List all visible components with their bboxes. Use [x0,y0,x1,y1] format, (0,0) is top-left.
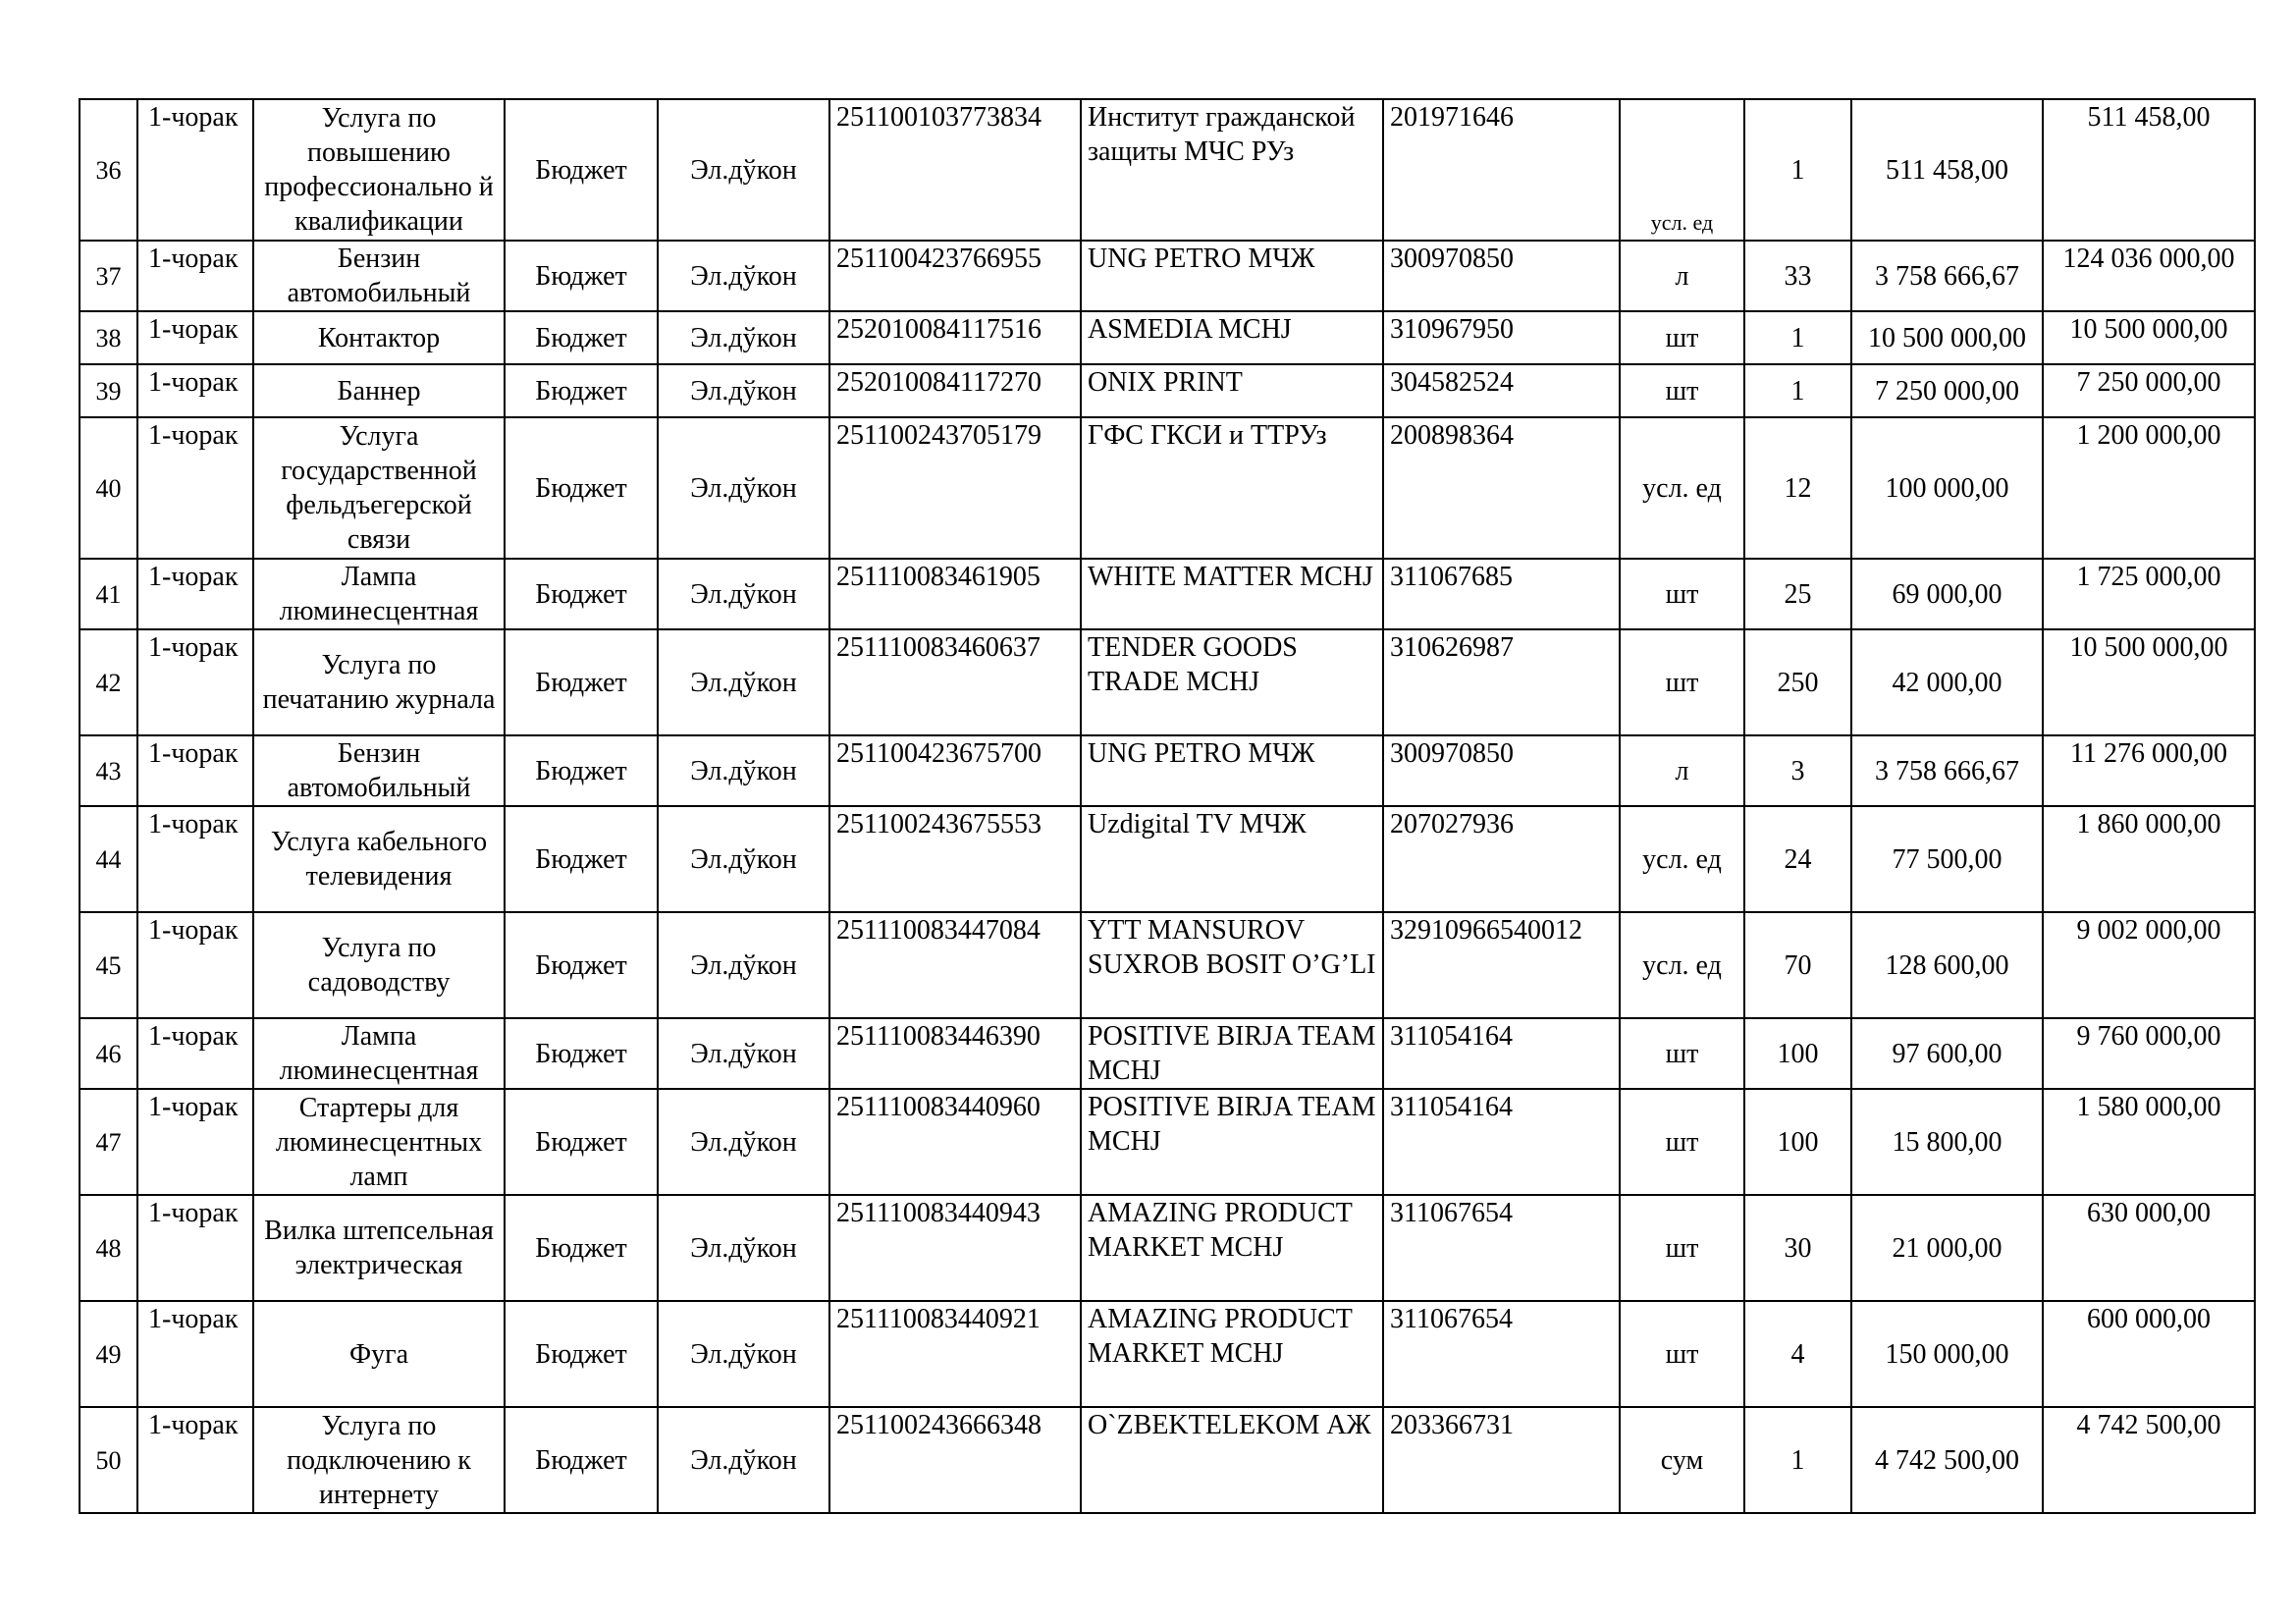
row-number: 38 [80,311,137,364]
supplier-inn-cell: 300970850 [1383,735,1620,806]
quarter-cell: 1-чорак [137,311,253,364]
unit-cell: шт [1620,1089,1744,1195]
quantity-cell: 25 [1744,559,1851,629]
unit-price-cell: 10 500 000,00 [1851,311,2043,364]
total-amount-cell: 10 500 000,00 [2043,629,2255,735]
supplier-inn-cell: 311054164 [1383,1018,1620,1089]
table-row [80,1089,2255,1195]
procurement-table [79,98,2256,1514]
supplier-inn-cell: 32910966540012 [1383,912,1620,1018]
table-row [80,559,2255,629]
item-name-cell: Фуга [253,1301,505,1407]
unit-price-cell: 21 000,00 [1851,1195,2043,1301]
purchase-method-cell: Эл.дўкон [658,241,829,311]
supplier-inn-cell: 304582524 [1383,364,1620,417]
supplier-inn-cell: 207027936 [1383,806,1620,912]
purchase-method-cell: Эл.дўкон [658,735,829,806]
funding-source-cell: Бюджет [505,806,658,912]
supplier-cell: POSITIVE BIRJA TEAM MCHJ [1081,1018,1383,1089]
item-name-cell: Бензин автомобильный [253,241,505,311]
purchase-method-cell: Эл.дўкон [658,1195,829,1301]
row-number: 48 [80,1195,137,1301]
quantity-cell: 12 [1744,417,1851,559]
supplier-inn-cell: 201971646 [1383,99,1620,241]
supplier-inn-cell: 311067654 [1383,1301,1620,1407]
funding-source-cell: Бюджет [505,1018,658,1089]
funding-source-cell: Бюджет [505,629,658,735]
item-name-cell: Контактор [253,311,505,364]
table-row [80,1407,2255,1513]
purchase-method-cell: Эл.дўкон [658,1407,829,1513]
table-row [80,1301,2255,1407]
total-amount-cell: 630 000,00 [2043,1195,2255,1301]
contract-number-cell: 251100423675700 [829,735,1081,806]
quarter-cell: 1-чорак [137,241,253,311]
unit-cell: усл. ед [1620,806,1744,912]
row-number: 41 [80,559,137,629]
table-row [80,99,2255,241]
contract-number-cell: 252010084117516 [829,311,1081,364]
quantity-cell: 30 [1744,1195,1851,1301]
supplier-cell: WHITE MATTER MCHJ [1081,559,1383,629]
supplier-cell: TENDER GOODS TRADE MCHJ [1081,629,1383,735]
item-name-cell: Баннер [253,364,505,417]
unit-cell: шт [1620,1301,1744,1407]
unit-cell: шт [1620,364,1744,417]
table-row [80,735,2255,806]
total-amount-cell: 1 725 000,00 [2043,559,2255,629]
row-number: 39 [80,364,137,417]
total-amount-cell: 600 000,00 [2043,1301,2255,1407]
row-number: 45 [80,912,137,1018]
supplier-cell: UNG PETRO МЧЖ [1081,241,1383,311]
contract-number-cell: 251100423766955 [829,241,1081,311]
item-name-cell: Услуга по повышению профессионально й квалификации [253,99,505,241]
supplier-cell: ASMEDIA MCHJ [1081,311,1383,364]
supplier-cell: ГФС ГКСИ и ТТРУз [1081,417,1383,559]
unit-cell: шт [1620,559,1744,629]
quarter-cell: 1-чорак [137,806,253,912]
unit-price-cell: 150 000,00 [1851,1301,2043,1407]
funding-source-cell: Бюджет [505,1407,658,1513]
unit-cell: шт [1620,1018,1744,1089]
quantity-cell: 70 [1744,912,1851,1018]
item-name-cell: Услуга по садоводству [253,912,505,1018]
row-number: 43 [80,735,137,806]
table-row [80,364,2255,417]
quarter-cell: 1-чорак [137,912,253,1018]
contract-number-cell: 252010084117270 [829,364,1081,417]
supplier-cell: YTT MANSUROV SUXROB BOSIT O’G’LI [1081,912,1383,1018]
total-amount-cell: 124 036 000,00 [2043,241,2255,311]
unit-cell: шт [1620,629,1744,735]
supplier-cell: Uzdigital TV МЧЖ [1081,806,1383,912]
table-row [80,1018,2255,1089]
unit-cell: шт [1620,311,1744,364]
quarter-cell: 1-чорак [137,417,253,559]
contract-number-cell: 251110083446390 [829,1018,1081,1089]
total-amount-cell: 1 200 000,00 [2043,417,2255,559]
supplier-inn-cell: 311067685 [1383,559,1620,629]
purchase-method-cell: Эл.дўкон [658,912,829,1018]
supplier-cell: AMAZING PRODUCT MARKET MCHJ [1081,1301,1383,1407]
funding-source-cell: Бюджет [505,241,658,311]
quantity-cell: 100 [1744,1089,1851,1195]
row-number: 37 [80,241,137,311]
purchase-method-cell: Эл.дўкон [658,629,829,735]
row-number: 44 [80,806,137,912]
quarter-cell: 1-чорак [137,99,253,241]
quarter-cell: 1-чорак [137,1407,253,1513]
supplier-inn-cell: 311067654 [1383,1195,1620,1301]
contract-number-cell: 251100103773834 [829,99,1081,241]
supplier-cell: O`ZBEKTELEKOM АЖ [1081,1407,1383,1513]
quantity-cell: 1 [1744,1407,1851,1513]
item-name-cell: Бензин автомобильный [253,735,505,806]
funding-source-cell: Бюджет [505,311,658,364]
supplier-cell: AMAZING PRODUCT MARKET MCHJ [1081,1195,1383,1301]
total-amount-cell: 11 276 000,00 [2043,735,2255,806]
unit-cell: сум [1620,1407,1744,1513]
item-name-cell: Услуга государственной фельдъегерской связи [253,417,505,559]
table-row [80,1195,2255,1301]
unit-price-cell: 15 800,00 [1851,1089,2043,1195]
contract-number-cell: 251100243705179 [829,417,1081,559]
quarter-cell: 1-чорак [137,364,253,417]
row-number: 49 [80,1301,137,1407]
unit-price-cell: 97 600,00 [1851,1018,2043,1089]
contract-number-cell: 251100243666348 [829,1407,1081,1513]
supplier-cell: POSITIVE BIRJA TEAM MCHJ [1081,1089,1383,1195]
quantity-cell: 4 [1744,1301,1851,1407]
item-name-cell: Лампа люминесцентная [253,1018,505,1089]
unit-price-cell: 3 758 666,67 [1851,735,2043,806]
total-amount-cell: 9 760 000,00 [2043,1018,2255,1089]
funding-source-cell: Бюджет [505,99,658,241]
unit-price-cell: 7 250 000,00 [1851,364,2043,417]
supplier-cell: UNG PETRO МЧЖ [1081,735,1383,806]
contract-number-cell: 251110083440960 [829,1089,1081,1195]
total-amount-cell: 10 500 000,00 [2043,311,2255,364]
contract-number-cell: 251100243675553 [829,806,1081,912]
table-row [80,912,2255,1018]
supplier-inn-cell: 203366731 [1383,1407,1620,1513]
contract-number-cell: 251110083440943 [829,1195,1081,1301]
unit-cell: л [1620,735,1744,806]
quarter-cell: 1-чорак [137,735,253,806]
row-number: 46 [80,1018,137,1089]
contract-number-cell: 251110083440921 [829,1301,1081,1407]
row-number: 36 [80,99,137,241]
unit-cell: усл. ед [1620,99,1744,241]
funding-source-cell: Бюджет [505,559,658,629]
funding-source-cell: Бюджет [505,364,658,417]
total-amount-cell: 1 860 000,00 [2043,806,2255,912]
purchase-method-cell: Эл.дўкон [658,364,829,417]
row-number: 50 [80,1407,137,1513]
unit-cell: л [1620,241,1744,311]
contract-number-cell: 251110083460637 [829,629,1081,735]
supplier-inn-cell: 300970850 [1383,241,1620,311]
unit-price-cell: 3 758 666,67 [1851,241,2043,311]
funding-source-cell: Бюджет [505,912,658,1018]
quarter-cell: 1-чорак [137,559,253,629]
total-amount-cell: 4 742 500,00 [2043,1407,2255,1513]
unit-price-cell: 128 600,00 [1851,912,2043,1018]
total-amount-cell: 511 458,00 [2043,99,2255,241]
supplier-cell: ONIX PRINT [1081,364,1383,417]
item-name-cell: Услуга кабельного телевидения [253,806,505,912]
quantity-cell: 24 [1744,806,1851,912]
contract-number-cell: 251110083461905 [829,559,1081,629]
quantity-cell: 250 [1744,629,1851,735]
table-row [80,629,2255,735]
unit-price-cell: 511 458,00 [1851,99,2043,241]
funding-source-cell: Бюджет [505,735,658,806]
purchase-method-cell: Эл.дўкон [658,1018,829,1089]
row-number: 47 [80,1089,137,1195]
supplier-inn-cell: 311054164 [1383,1089,1620,1195]
quantity-cell: 1 [1744,311,1851,364]
row-number: 40 [80,417,137,559]
table-row [80,241,2255,311]
table-row [80,806,2255,912]
supplier-inn-cell: 310967950 [1383,311,1620,364]
quantity-cell: 33 [1744,241,1851,311]
quarter-cell: 1-чорак [137,1301,253,1407]
item-name-cell: Услуга по подключению к интернету [253,1407,505,1513]
unit-cell: шт [1620,1195,1744,1301]
total-amount-cell: 1 580 000,00 [2043,1089,2255,1195]
funding-source-cell: Бюджет [505,1089,658,1195]
item-name-cell: Стартеры для люминесцентных ламп [253,1089,505,1195]
item-name-cell: Вилка штепсельная электрическая [253,1195,505,1301]
quantity-cell: 1 [1744,364,1851,417]
unit-price-cell: 77 500,00 [1851,806,2043,912]
purchase-method-cell: Эл.дўкон [658,559,829,629]
total-amount-cell: 9 002 000,00 [2043,912,2255,1018]
quantity-cell: 1 [1744,99,1851,241]
purchase-method-cell: Эл.дўкон [658,1301,829,1407]
table-row [80,417,2255,559]
supplier-inn-cell: 310626987 [1383,629,1620,735]
row-number: 42 [80,629,137,735]
contract-number-cell: 251110083447084 [829,912,1081,1018]
total-amount-cell: 7 250 000,00 [2043,364,2255,417]
purchase-method-cell: Эл.дўкон [658,311,829,364]
unit-price-cell: 69 000,00 [1851,559,2043,629]
funding-source-cell: Бюджет [505,417,658,559]
purchase-method-cell: Эл.дўкон [658,806,829,912]
supplier-cell: Институт гражданской защиты МЧС РУз [1081,99,1383,241]
unit-price-cell: 100 000,00 [1851,417,2043,559]
table-row [80,311,2255,364]
funding-source-cell: Бюджет [505,1195,658,1301]
quarter-cell: 1-чорак [137,1089,253,1195]
unit-cell: усл. ед [1620,417,1744,559]
purchase-method-cell: Эл.дўкон [658,417,829,559]
quantity-cell: 3 [1744,735,1851,806]
item-name-cell: Услуга по печатанию журнала [253,629,505,735]
quantity-cell: 100 [1744,1018,1851,1089]
unit-price-cell: 4 742 500,00 [1851,1407,2043,1513]
unit-cell: усл. ед [1620,912,1744,1018]
supplier-inn-cell: 200898364 [1383,417,1620,559]
quarter-cell: 1-чорак [137,1195,253,1301]
quarter-cell: 1-чорак [137,1018,253,1089]
quarter-cell: 1-чорак [137,629,253,735]
purchase-method-cell: Эл.дўкон [658,1089,829,1195]
funding-source-cell: Бюджет [505,1301,658,1407]
purchase-method-cell: Эл.дўкон [658,99,829,241]
unit-price-cell: 42 000,00 [1851,629,2043,735]
item-name-cell: Лампа люминесцентная [253,559,505,629]
